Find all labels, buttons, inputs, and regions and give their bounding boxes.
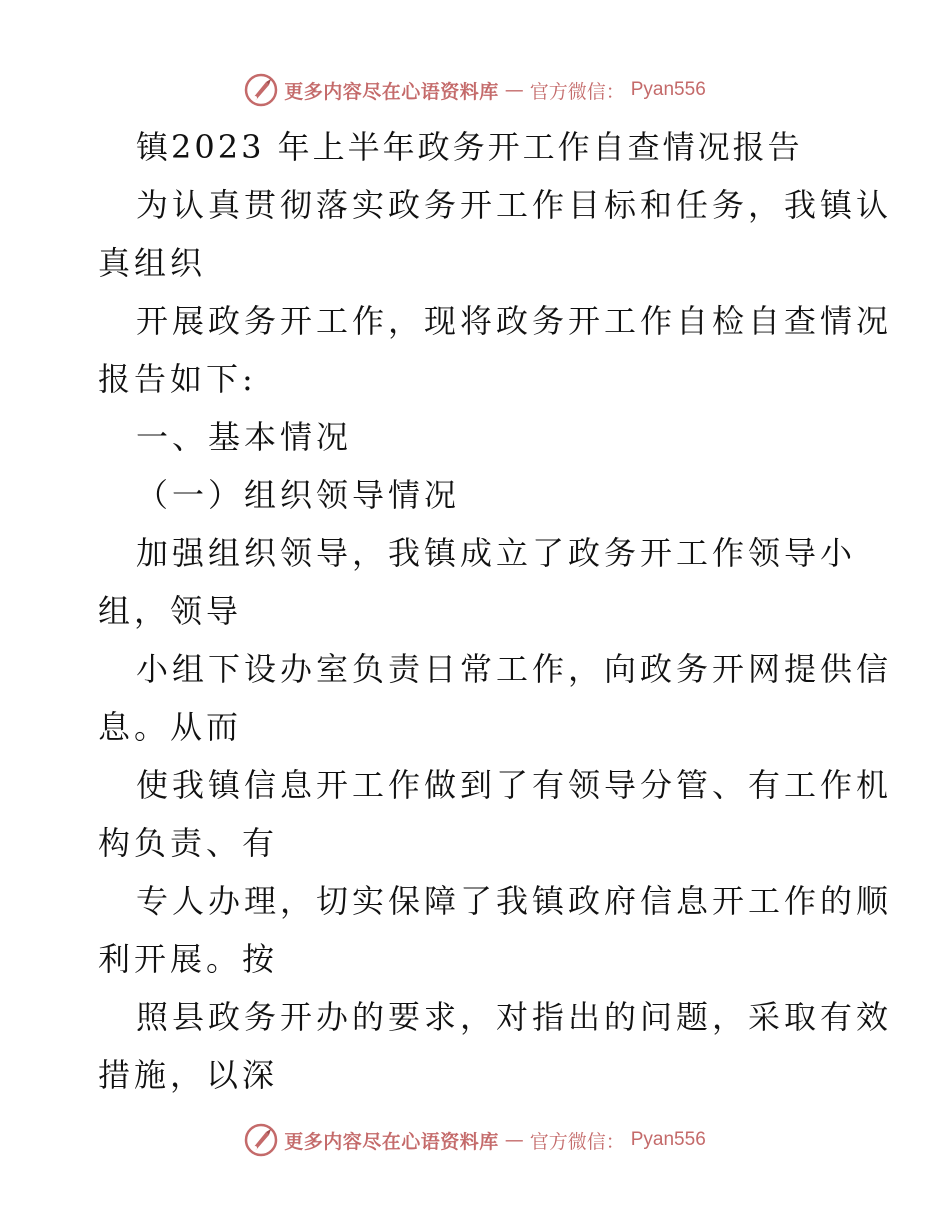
paragraph-line: 息。从而 (98, 708, 243, 746)
paragraph-line: 利开展。按 (98, 940, 279, 978)
document-body (98, 118, 893, 1104)
footer-banner (0, 1120, 950, 1160)
paragraph-line: 加强组织领导，我镇成立了政务开工作领导小 (136, 534, 857, 572)
paragraph-line: 为认真贯彻落实政务开工作目标和任务，我镇认 (136, 186, 893, 224)
paragraph-line: 构负责、有 (98, 824, 279, 862)
section-heading: 一、基本情况 (136, 418, 353, 456)
paragraph-line: 组，领导 (98, 592, 243, 630)
document-title: 镇2023 年上半年政务开工作自查情况报告 (136, 128, 803, 166)
paragraph-line: 开展政务开工作，现将政务开工作自检自查情况 (136, 302, 893, 340)
paragraph-line: 照县政务开办的要求，对指出的问题，采取有效 (136, 998, 893, 1036)
quill-pen-logo-icon (244, 1123, 278, 1157)
paragraph-line: 措施，以深 (98, 1056, 279, 1094)
subsection-heading: （一）组织领导情况 (136, 476, 461, 514)
header-wechat-id: Pyan556 (630, 79, 706, 100)
paragraph-line: 专人办理，切实保障了我镇政府信息开工作的顺 (136, 882, 893, 920)
paragraph-line: 报告如下: (98, 360, 257, 398)
footer-wechat-id: Pyan556 (630, 1129, 706, 1150)
paragraph-line: 小组下设办室负责日常工作，向政务开网提供信 (136, 650, 893, 688)
header-banner (0, 70, 950, 110)
footer-wechat-label: 官方微信： (529, 1130, 625, 1153)
footer-brand-text: 更多内容尽在心语资料库 (284, 1130, 499, 1153)
paragraph-line: 使我镇信息开工作做到了有领导分管、有工作机 (136, 766, 893, 804)
header-brand-text: 更多内容尽在心语资料库 (284, 80, 499, 103)
header-separator: — (504, 79, 524, 101)
header-wechat-label: 官方微信： (529, 80, 625, 103)
footer-separator: — (504, 1129, 524, 1151)
quill-pen-logo-icon (244, 73, 278, 107)
paragraph-line: 真组织 (98, 244, 207, 282)
